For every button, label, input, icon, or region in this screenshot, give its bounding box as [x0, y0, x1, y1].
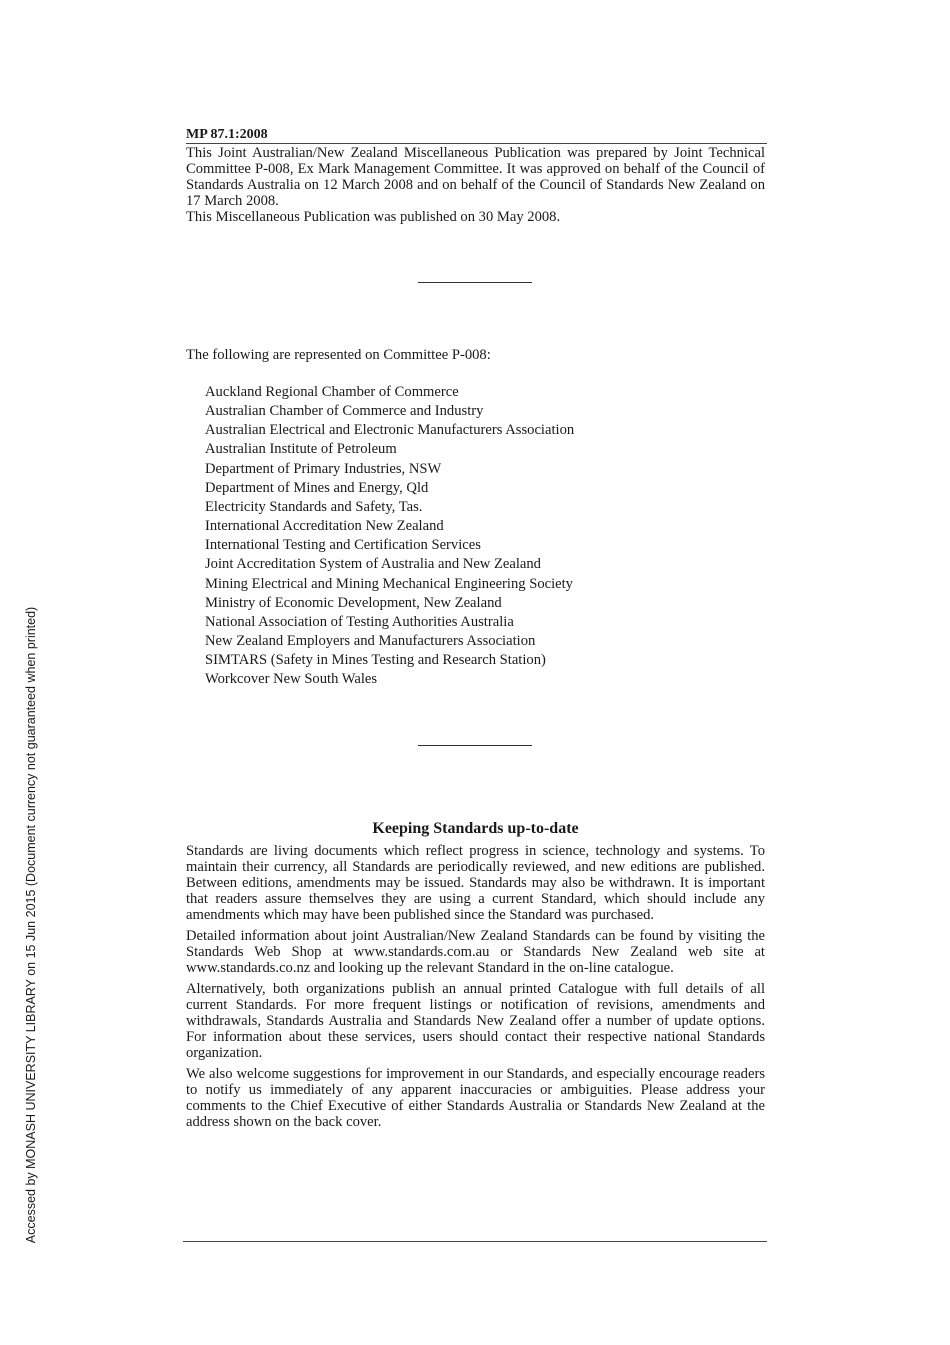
committee-member: New Zealand Employers and Manufacturers Association — [205, 633, 536, 650]
committee-member: Mining Electrical and Mining Mechanical Engineering Society — [205, 575, 573, 592]
preparation-paragraph: This Joint Australian/New Zealand Miscellaneous Publication was prepared by Joint Technical Committee P-008, Ex Mark Management Committee. It was approved on behalf of the Council of Standards Australia on 12 March 2008 and on behalf of the Council of Standards New Zealand on 17 March 2008. — [186, 145, 765, 209]
committee-member: National Association of Testing Authorities Australia — [205, 613, 514, 630]
committee-member: International Testing and Certification Services — [205, 537, 481, 554]
committee-member: Joint Accreditation System of Australia and New Zealand — [205, 556, 541, 573]
publication-date-paragraph: This Miscellaneous Publication was published on 30 May 2008. — [186, 209, 561, 225]
committee-member: Australian Electrical and Electronic Manufacturers Association — [205, 422, 575, 439]
committee-member: Department of Primary Industries, NSW — [205, 460, 442, 477]
access-watermark: Accessed by MONASH UNIVERSITY LIBRARY on 15 Jun 2015 (Document currency not guaranteed when printed) — [24, 606, 38, 1244]
preparation-statement — [186, 145, 765, 225]
body-paragraph: We also welcome suggestions for improvement in our Standards, and especially encourage readers to notify us immediately of any apparent inaccuracies or ambiguities. Please address your comments to the Chief Executive of either Standards Australia or Standards New Zealand at the address shown on the back cover. — [186, 1066, 765, 1130]
body-paragraph: Standards are living documents which reflect progress in science, technology and systems. To maintain their currency, all Standards are periodically reviewed, and new editions are published. Between editions, amendments may be issued. Standards may also be withdrawn. It is important that readers assure themselves they are using a current Standard, which should include any amendments which may have been published since the Standard was purchased. — [186, 843, 765, 923]
committee-member: Australian Chamber of Commerce and Industry — [205, 403, 484, 420]
document-code: MP 87.1:2008 — [186, 126, 767, 144]
committee-member: Workcover New South Wales — [205, 671, 378, 688]
committee-intro: The following are represented on Committee P-008: — [186, 347, 491, 363]
body-paragraph: Detailed information about joint Australian/New Zealand Standards can be found by visiting the Standards Web Shop at www.standards.com.au or Standards New Zealand web site at www.standards.co.nz and looking up the relevant Standard in the on-line catalogue. — [186, 928, 765, 976]
committee-member: SIMTARS (Safety in Mines Testing and Research Station) — [205, 652, 546, 669]
committee-member: Australian Institute of Petroleum — [205, 441, 397, 458]
keeping-standards-body — [186, 843, 765, 1135]
committee-member: Electricity Standards and Safety, Tas. — [205, 498, 423, 515]
section-divider — [418, 745, 532, 746]
committee-member: Auckland Regional Chamber of Commerce — [205, 384, 459, 400]
committee-member: Department of Mines and Energy, Qld — [205, 479, 429, 496]
section-heading: Keeping Standards up-to-date — [372, 820, 579, 837]
section-divider — [418, 282, 532, 283]
committee-member: International Accreditation New Zealand — [205, 518, 444, 535]
footer-divider — [183, 1241, 767, 1242]
body-paragraph: Alternatively, both organizations publish an annual printed Catalogue with full details of all current Standards. For more frequent listings or notification of revisions, amendments and withdrawals, Standards Australia and Standards New Zealand offer a number of update options. For information about these services, users should contact their respective national Standards organization. — [186, 981, 765, 1061]
committee-member-list — [205, 383, 574, 690]
committee-member: Ministry of Economic Development, New Zealand — [205, 594, 502, 611]
